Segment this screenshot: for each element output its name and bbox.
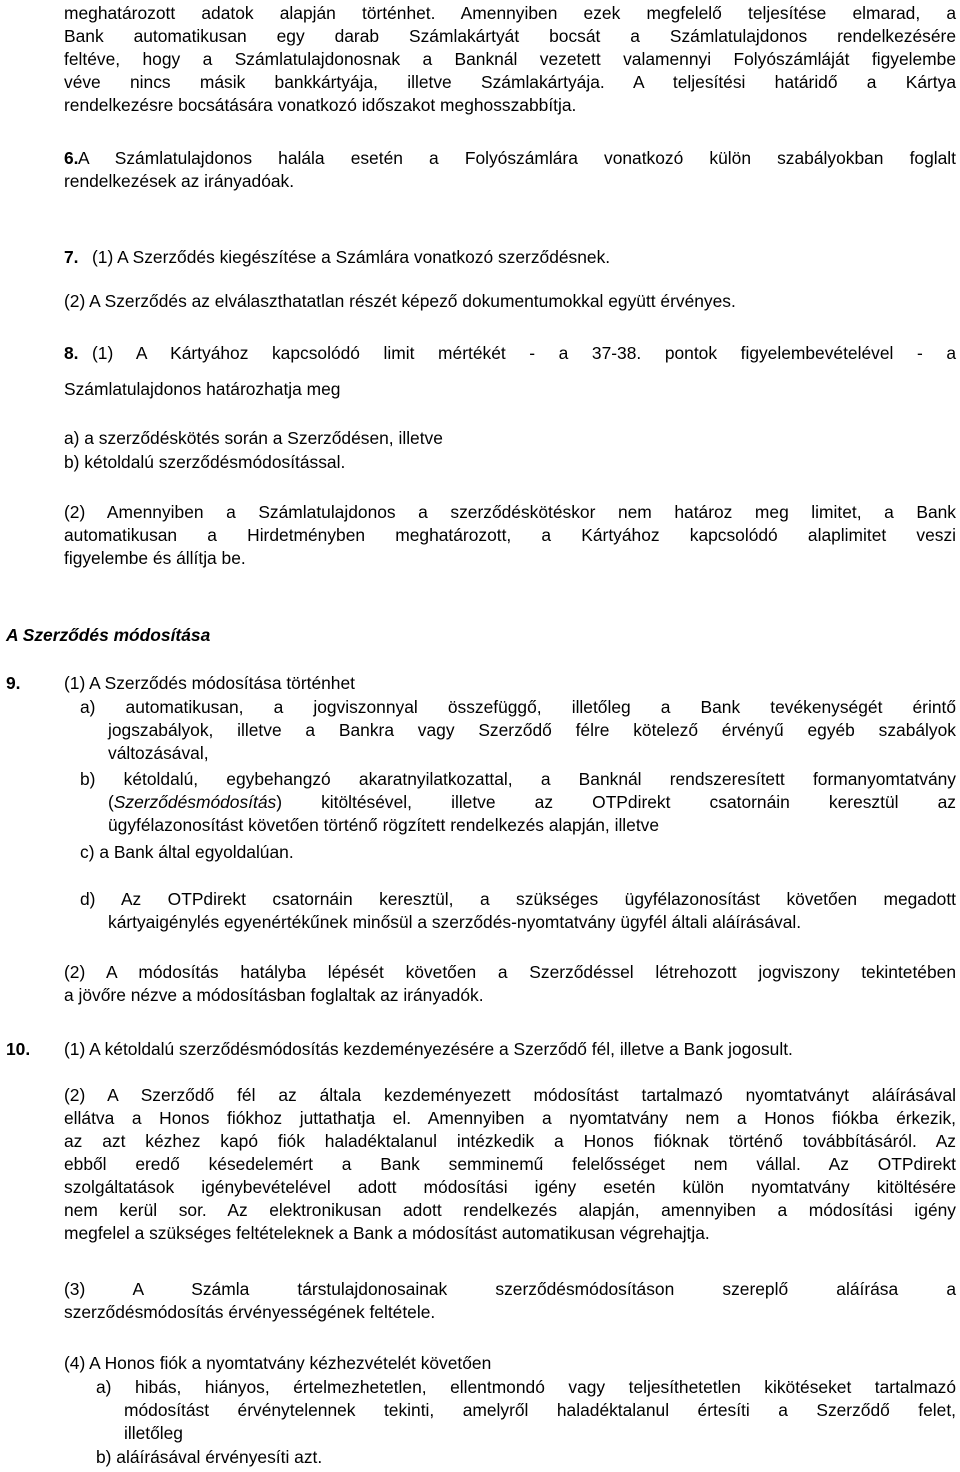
text-line: szerződésmódosítás érvényességének feltétele.: [64, 1302, 436, 1322]
text-line: illetőleg: [124, 1423, 183, 1443]
text-line: kártyaigénylés egyenértékűnek minősül a szerződés-nyomtatvány ügyfél általi aláírásával.: [108, 912, 802, 932]
text-line: a) automatikusan, a jogviszonnyal összefüggő, illetőleg a Bank tevékenységét érintő: [80, 697, 956, 717]
section-10-item-a: [96, 1376, 956, 1445]
section-9-item-d: [80, 888, 956, 934]
intro-paragraph: [64, 2, 956, 117]
text-line: (1) A Kártyához kapcsolódó limit mértékét - a 37-38. pontok figyelembevételével - a: [92, 343, 956, 363]
text-line: figyelembe és állítja be.: [64, 548, 246, 568]
text-line: b) kétoldalú, egybehangzó akaratnyilatkozattal, a Banknál rendszeresített formanyomtatvány: [80, 769, 956, 789]
text-line: változásával,: [108, 743, 209, 763]
text-line: (2) A Szerződő fél az általa kezdeményezett módosítást tartalmazó nyomtatványt aláírásával: [64, 1085, 956, 1105]
text-line: véve nincs másik bankkártyája, illetve Számlakártyája. A teljesítési határidő a Kártya: [64, 72, 956, 92]
text-line: Bank automatikusan egy darab Számlakártyát bocsát a Számlatulajdonos rendelkezésére: [64, 26, 956, 46]
text-line: automatikusan a Hirdetményben meghatározott, a Kártyához kapcsolódó alaplimitet veszi: [64, 525, 956, 545]
text-line: az azt kézhez kapó fiók haladéktalanul intézkedik a Honos fióknak történő továbbításáról. Az: [64, 1131, 956, 1151]
text-line: ellátva a Honos fiókhoz juttathatja el. Amennyiben a nyomtatvány nem a Honos fiókba érkezik,: [64, 1108, 956, 1128]
section-7-p1: (1) A Szerződés kiegészítése a Számlára vonatkozó szerződésnek.: [92, 247, 611, 267]
section-10-p2: [64, 1084, 956, 1245]
section-9-item-c: c) a Bank által egyoldalúan.: [80, 842, 294, 862]
text-fragment: ) kitöltésével, illetve az OTPdirekt csatornáin keresztül az: [276, 792, 956, 812]
text-line: a) hibás, hiányos, értelmezhetetlen, ellentmondó vagy teljesíthetetlen kikötéseket tartalmazó: [96, 1377, 956, 1397]
text-fragment: (: [108, 792, 114, 812]
text-line: ebből eredő késedelemért a Bank semminemű felelősséget nem vállal. Az OTPdirekt: [64, 1154, 956, 1174]
text-line: meghatározott adatok alapján történhet. Amennyiben ezek megfelelő teljesítése elmarad, a: [64, 3, 956, 23]
section-number-9: 9.: [6, 673, 21, 693]
text-line: szolgáltatások igénybevételével adott módosítási igény esetén külön nyomtatvány kitöltésére: [64, 1177, 956, 1197]
text-line: rendelkezésre bocsátására vonatkozó időszakot meghosszabbítja.: [64, 95, 577, 115]
section-9-item-a: [80, 696, 956, 765]
section-8-item-b: b) kétoldalú szerződésmódosítással.: [64, 452, 346, 472]
text-line: [80, 791, 956, 814]
section-10-p1: (1) A kétoldalú szerződésmódosítás kezdeményezésére a Szerződő fél, illetve a Bank jogosult.: [64, 1039, 793, 1059]
section-10-item-b: b) aláírásával érvényesíti azt.: [96, 1447, 323, 1467]
section-9-p1: (1) A Szerződés módosítása történhet: [64, 673, 355, 693]
section-number-7: 7.: [64, 247, 79, 267]
text-line: d) Az OTPdirekt csatornáin keresztül, a szükséges ügyfélazonosítást követően megadott: [80, 889, 956, 909]
text-line: (2) Amennyiben a Számlatulajdonos a szerződéskötéskor nem határoz meg limitet, a Bank: [64, 502, 956, 522]
section-heading: A Szerződés módosítása: [6, 625, 211, 645]
section-8-p1: [64, 342, 956, 365]
section-9-p2: [64, 961, 956, 1007]
section-8-p1-cont: Számlatulajdonos határozhatja meg: [64, 379, 341, 399]
text-line: megfelel a szükséges feltételeknek a Bank a módosítást automatikusan végrehajtja.: [64, 1223, 710, 1243]
section-number-8: 8.: [64, 343, 79, 363]
section-8-p2: [64, 501, 956, 570]
section-8-item-a: a) a szerződéskötés során a Szerződésen, illetve: [64, 428, 443, 448]
text-line: ügyfélazonosítást követően történő rögzített rendelkezés alapján, illetve: [108, 815, 660, 835]
text-line: módosítást érvénytelennek tekinti, amelyről haladéktalanul értesíti a Szerződő felet,: [124, 1400, 956, 1420]
section-10-p4: (4) A Honos fiók a nyomtatvány kézhezvételét követően: [64, 1353, 492, 1373]
text-line: a jövőre nézve a módosításban foglaltak az irányadók.: [64, 985, 484, 1005]
text-line: rendelkezések az irányadóak.: [64, 171, 295, 191]
text-line: feltéve, hogy a Számlatulajdonosnak a Banknál vezetett valamennyi Folyószámláját figyelembe: [64, 49, 956, 69]
section-number-10: 10.: [6, 1039, 31, 1059]
section-10-p3: [64, 1278, 956, 1324]
section-7-p2: (2) A Szerződés az elválaszthatatlan részét képező dokumentumokkal együtt érvényes.: [64, 291, 736, 311]
text-line: (2) A módosítás hatályba lépését követően a Szerződéssel létrehozott jogviszony tekintetében: [64, 962, 956, 982]
form-name: Szerződésmódosítás: [113, 792, 277, 812]
text-line: nem kerül sor. Az elektronikusan adott rendelkezés alapján, amennyiben a módosítási igény: [64, 1200, 956, 1220]
text-line: jogszabályok, illetve a Bankra vagy Szerződő félre kötelező érvényű egyéb szabályok: [108, 720, 956, 740]
section-number-6: 6.: [64, 148, 79, 168]
section-6-text: [64, 147, 956, 193]
text-line: (3) A Számla társtulajdonosainak szerződésmódosításon szereplő aláírása a: [64, 1279, 956, 1299]
text-line: A Számlatulajdonos halála esetén a Folyószámlára vonatkozó külön szabályokban foglalt: [78, 148, 956, 168]
section-9-item-b: [80, 768, 956, 837]
